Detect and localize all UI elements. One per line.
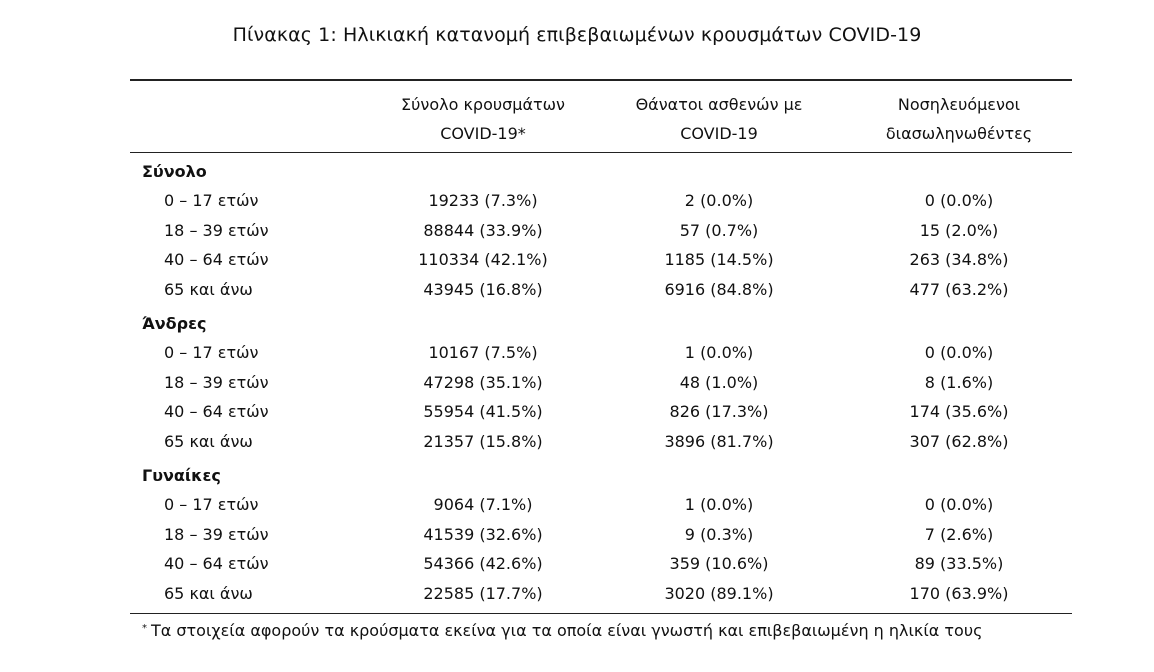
cell-deaths: 826 (17.3%) — [669, 402, 769, 421]
row-label: 18 – 39 ετών — [164, 525, 269, 544]
cell-deaths: 1 (0.0%) — [684, 343, 754, 362]
column-header-cases — [358, 90, 608, 148]
cell-cases: 88844 (33.9%) — [423, 221, 543, 240]
cell-intubated: 8 (1.6%) — [924, 373, 994, 392]
row-label: 18 – 39 ετών — [164, 373, 269, 392]
table-bottom-rule — [130, 613, 1072, 614]
cell-deaths: 9 (0.3%) — [684, 525, 754, 544]
cell-deaths: 1 (0.0%) — [684, 495, 754, 514]
row-label: 65 και άνω — [164, 280, 253, 299]
cell-cases: 22585 (17.7%) — [423, 584, 543, 603]
cell-deaths: 3896 (81.7%) — [664, 432, 774, 451]
cell-deaths: 6916 (84.8%) — [664, 280, 774, 299]
row-label: 65 και άνω — [164, 584, 253, 603]
row-label: 40 – 64 ετών — [164, 250, 269, 269]
cell-intubated: 0 (0.0%) — [924, 495, 994, 514]
cell-intubated: 89 (33.5%) — [914, 554, 1004, 573]
cell-intubated: 0 (0.0%) — [924, 343, 994, 362]
row-label: 0 – 17 ετών — [164, 191, 259, 210]
table-title: Πίνακας 1: Ηλικιακή κατανομή επιβεβαιωμένων κρουσμάτων COVID-19 — [232, 24, 922, 46]
cell-cases: 9064 (7.1%) — [433, 495, 533, 514]
row-label: 65 και άνω — [164, 432, 253, 451]
row-label: 18 – 39 ετών — [164, 221, 269, 240]
cell-cases: 54366 (42.6%) — [423, 554, 543, 573]
cell-intubated: 170 (63.9%) — [909, 584, 1009, 603]
column-header-intubated-line2: διασωληνωθέντες — [885, 124, 1033, 143]
cell-intubated: 307 (62.8%) — [909, 432, 1009, 451]
cell-deaths: 2 (0.0%) — [684, 191, 754, 210]
cell-cases: 43945 (16.8%) — [423, 280, 543, 299]
cell-deaths: 3020 (89.1%) — [664, 584, 774, 603]
cell-cases: 55954 (41.5%) — [423, 402, 543, 421]
cell-intubated: 15 (2.0%) — [919, 221, 999, 240]
cell-cases: 19233 (7.3%) — [428, 191, 538, 210]
table-footnote — [142, 620, 982, 642]
cell-intubated: 263 (34.8%) — [909, 250, 1009, 269]
group-heading: Άνδρες — [142, 314, 207, 333]
cell-cases: 10167 (7.5%) — [428, 343, 538, 362]
cell-cases: 41539 (32.6%) — [423, 525, 543, 544]
cell-deaths: 57 (0.7%) — [679, 221, 759, 240]
row-label: 0 – 17 ετών — [164, 343, 259, 362]
footnote-marker: * — [142, 623, 147, 634]
cell-deaths: 1185 (14.5%) — [664, 250, 774, 269]
column-header-cases-line1: Σύνολο κρουσμάτων — [401, 95, 565, 114]
row-label: 40 – 64 ετών — [164, 402, 269, 421]
cell-cases: 21357 (15.8%) — [423, 432, 543, 451]
table-header-rule — [130, 152, 1072, 153]
row-label: 40 – 64 ετών — [164, 554, 269, 573]
cell-intubated: 7 (2.6%) — [924, 525, 994, 544]
group-heading: Γυναίκες — [142, 466, 221, 485]
column-header-intubated-line1: Νοσηλευόμενοι — [897, 95, 1021, 114]
column-header-deaths — [594, 90, 844, 148]
group-heading: Σύνολο — [142, 162, 207, 181]
cell-intubated: 477 (63.2%) — [909, 280, 1009, 299]
cell-cases: 110334 (42.1%) — [418, 250, 548, 269]
footnote-text: Τα στοιχεία αφορούν τα κρούσματα εκείνα για τα οποία είναι γνωστή και επιβεβαιωμένη η ηλικία τους — [151, 621, 983, 640]
cell-deaths: 359 (10.6%) — [669, 554, 769, 573]
cell-cases: 47298 (35.1%) — [423, 373, 543, 392]
cell-intubated: 174 (35.6%) — [909, 402, 1009, 421]
column-header-deaths-line2: COVID-19 — [680, 124, 758, 143]
cell-intubated: 0 (0.0%) — [924, 191, 994, 210]
row-label: 0 – 17 ετών — [164, 495, 259, 514]
cell-deaths: 48 (1.0%) — [679, 373, 759, 392]
column-header-deaths-line1: Θάνατοι ασθενών με — [635, 95, 803, 114]
table-top-rule — [130, 79, 1072, 81]
column-header-intubated — [834, 90, 1084, 148]
column-header-cases-line2: COVID-19* — [440, 124, 526, 143]
